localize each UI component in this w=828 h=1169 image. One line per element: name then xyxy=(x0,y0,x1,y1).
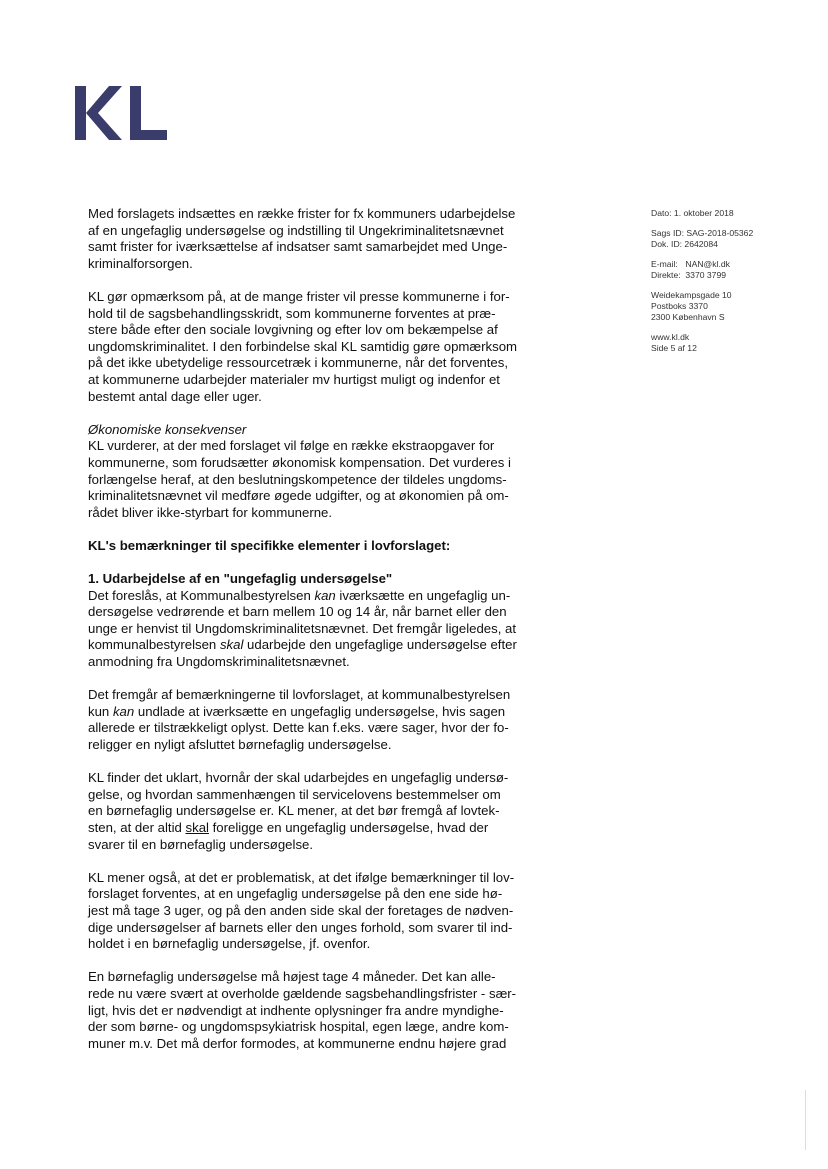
paragraph-pressure xyxy=(88,289,558,405)
email-value[interactable]: NAN@kl.dk xyxy=(685,259,730,269)
paragraph-remarks-bill xyxy=(88,687,558,753)
text-line: bestemt antal dage eller uger. xyxy=(88,388,262,404)
address-group xyxy=(651,290,791,323)
doc-id: Dok. ID: 2642084 xyxy=(651,239,718,249)
phone-value: 3370 3799 xyxy=(685,270,727,280)
text-line: stere både efter den sociale lovgivning og efter lov om bekæmpelse af xyxy=(88,322,498,338)
text-line: KL mener også, at det er problematisk, at det ifølge bemærkninger til lov- xyxy=(88,869,515,885)
letter-date: Dato: 1. oktober 2018 xyxy=(651,208,734,218)
kl-logo xyxy=(75,86,167,140)
website-link[interactable]: www.kl.dk xyxy=(651,332,690,342)
paragraph-deadlines xyxy=(88,206,558,272)
text-line: på det ikke ubetydelige ressourcetræk i kommunerne, når det forventes, xyxy=(88,355,509,371)
text-line: En børnefaglig undersøgelse må højest tage 4 måneder. Det kan alle- xyxy=(88,969,496,985)
text-line: Med forslagets indsættes en række frister for fx kommuners udarbejdelse xyxy=(88,206,516,221)
email-label: E-mail: xyxy=(651,259,678,269)
contact-group xyxy=(651,259,791,281)
paragraph-unclear xyxy=(88,770,558,853)
text-segment: foreligge en ungefaglig undersøgelse, hvad der xyxy=(208,819,489,835)
address-line: Weidekampsgade 10 xyxy=(651,290,732,300)
text-segment: iværksætte en ungefaglig un- xyxy=(335,587,511,603)
text-line: ligt, hvis det er nødvendigt at indhente oplysninger fra andre myndighe- xyxy=(88,1002,504,1018)
phone-label: Direkte: xyxy=(651,270,681,280)
scan-edge-mark xyxy=(805,1090,806,1150)
text-line xyxy=(88,588,558,605)
paragraph-economics xyxy=(88,422,558,522)
underlined-skal: skal xyxy=(185,819,209,835)
text-line xyxy=(88,704,558,721)
text-line: svarer til en børnefaglig undersøgelse. xyxy=(88,836,314,852)
text-line: gelse, og hvordan sammenhængen til servicelovens bestemmelser om xyxy=(88,786,501,802)
text-segment: Det foreslås, at Kommunalbestyrelsen xyxy=(88,587,315,603)
date-group xyxy=(651,208,791,219)
heading-specific-remarks: KL's bemærkninger til specifikke elementer i lovforslaget: xyxy=(88,537,451,553)
text-line: kriminalforsorgen. xyxy=(88,255,193,271)
text-line: rede nu være svært at overholde gældende sagsbehandlingsfrister - sær- xyxy=(88,985,517,1001)
letter-metadata xyxy=(651,208,791,363)
text-line: hold til de sagsbehandlingsskridt, som kommunerne forventes at præ- xyxy=(88,305,496,321)
emphasis-skal: skal xyxy=(219,637,244,653)
text-line: forlængelse heraf, at den beslutningskompetence der tildeles ungdoms- xyxy=(88,471,507,487)
text-line: anmodning fra Ungdomskriminalitetsnævnet. xyxy=(88,654,350,670)
text-line: religger en nyligt afsluttet børnefaglig undersøgelse. xyxy=(88,737,392,752)
text-line: kriminalitetsnævnet vil medføre øgede udgifter, og at økonomien på om- xyxy=(88,488,509,504)
text-line: samt frister for iværksættelse af indsatser samt samarbejdet med Unge- xyxy=(88,239,508,255)
reference-group xyxy=(651,228,791,250)
text-line: muner m.v. Det må derfor formodes, at kommunerne endnu højere grad xyxy=(88,1035,507,1051)
text-line: Det fremgår af bemærkningerne til lovforslaget, at kommunalbestyrelsen xyxy=(88,687,511,703)
phone-row xyxy=(651,270,791,281)
page-number: Side 5 af 12 xyxy=(651,343,697,353)
text-line: allerede er tilstrækkeligt oplyst. Dette kan f.eks. være sager, hvor der fo- xyxy=(88,720,509,736)
emphasis-kan: kan xyxy=(314,587,336,603)
text-line: der som børne- og ungdomspsykiatrisk hospital, egen læge, andre kom- xyxy=(88,1019,509,1035)
text-line: KL vurderer, at der med forslaget vil følge en række ekstraopgaver for xyxy=(88,438,495,454)
letter-body xyxy=(88,206,558,1052)
text-segment: sten, at der altid xyxy=(88,819,186,835)
text-line: rådet bliver ikke-styrbart for kommunerne. xyxy=(88,504,333,520)
paragraph-problematic xyxy=(88,870,558,953)
text-line xyxy=(88,637,558,654)
text-line: jest må tage 3 uger, og på den anden side skal der foretages de nødven- xyxy=(88,902,514,918)
text-segment: kommunalbestyrelsen xyxy=(88,637,220,653)
case-id: Sags ID: SAG-2018-05362 xyxy=(651,228,754,238)
text-line: kommunerne, som forudsætter økonomisk kompensation. Det vurderes i xyxy=(88,454,511,470)
email-row xyxy=(651,259,791,270)
text-line: ungdomskriminalitet. I den forbindelse skal KL samtidig gøre opmærksom xyxy=(88,338,518,354)
text-segment: udarbejde den ungefaglige undersøgelse efter xyxy=(243,637,517,653)
text-line: holdet i en børnefaglig undersøgelse, jf. ovenfor. xyxy=(88,936,371,952)
text-line: KL finder det uklart, hvornår der skal udarbejdes en ungefaglig undersø- xyxy=(88,770,509,786)
text-line: dige undersøgelser af barnets eller den unges forhold, som svarer til ind- xyxy=(88,919,513,935)
text-line xyxy=(88,820,558,837)
emphasis-kan: kan xyxy=(112,703,135,719)
paragraph-child-investigation xyxy=(88,969,558,1052)
heading-economic-consequences: Økonomiske konsekvenser xyxy=(88,421,247,437)
text-line: af en ungefaglig undersøgelse og indstilling til Ungekriminalitetsnævnet xyxy=(88,222,504,238)
text-line: dersøgelse vedrørende et barn mellem 10 og 14 år, når barnet eller den xyxy=(88,604,507,620)
text-line: KL gør opmærksom på, at de mange frister vil presse kommunerne i for- xyxy=(88,288,510,304)
text-line: at kommunerne udarbejder materialer mv hurtigst muligt og indenfor et xyxy=(88,371,500,387)
paragraph-youth-investigation xyxy=(88,571,558,671)
text-line: unge er henvist til Ungdomskriminalitetsnævnet. Det fremgår ligeledes, at xyxy=(88,620,517,636)
text-segment: undlade at iværksætte en ungefaglig undersøgelse, hvis sagen xyxy=(134,703,506,719)
web-group xyxy=(651,332,791,354)
text-line: en børnefaglig undersøgelse er. KL mener, at det bør fremgå af lovtek- xyxy=(88,803,500,819)
text-line: forslaget forventes, at en ungefaglig undersøgelse på den ene side hø- xyxy=(88,886,503,902)
address-line: 2300 København S xyxy=(651,312,725,322)
text-segment: kun xyxy=(88,703,113,719)
heading-section-1: 1. Udarbejdelse af en "ungefaglig undersøgelse" xyxy=(88,571,393,587)
address-line: Postboks 3370 xyxy=(651,301,708,311)
